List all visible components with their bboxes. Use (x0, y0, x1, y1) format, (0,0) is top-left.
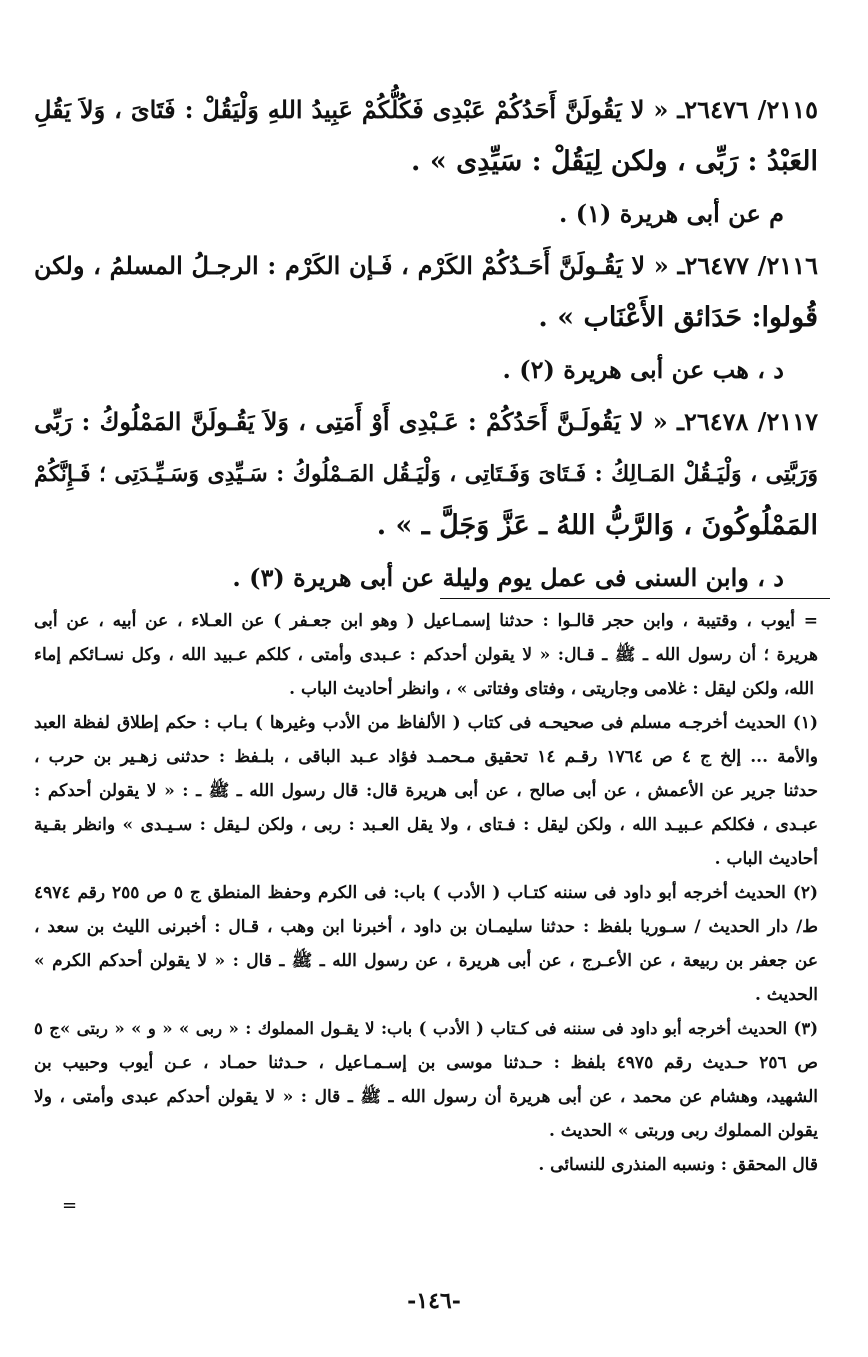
footnote-line: هريرة ؛ أن رسول الله ـ ﷺ ـ قـال: « لا يقولن أحدكم : عـبدى وأمتى ، كلكم عـبيد الله ، وكل نسـائكم إماء (34, 645, 818, 665)
footnote-line: الله، ولكن ليقل : غلامى وجاريتى ، وفتاى وفتاتى » ، وانظر أحاديث الباب . (289, 679, 814, 699)
page-number: -١٤٦- (407, 1288, 461, 1314)
hadith-2115-source: م عن أبى هريرة (١) . (559, 199, 784, 228)
hadith-2115-line-1: ٢١١٥/ ٢٦٤٧٦ـ « لا يَقُولَنَّ أَحَدُكُمْ عَبْدِى فَكُلُّكُمْ عَبِيدُ اللهِ وَلْيَقُلْ : فَتَاىَ ، وَلاَ يَقُلِ (34, 95, 818, 124)
footnote-1 (34, 706, 818, 876)
footnote-line: ط/ دار الحديث / سـوريا بلفظ : حدثنا سليمـان بن داود ، أخبرنا ابن وهب ، قـال : أخبرنى الليث بن سعد ، (34, 917, 818, 937)
footnote-separator (440, 598, 830, 599)
hadith-2116-line-1: ٢١١٦/ ٢٦٤٧٧ـ « لا يَقُـولَنَّ أَحَـدُكُمْ الكَرْم ، فَـإن الكَرْم : الرجـلُ المسلمُ ، ولكن (34, 251, 818, 280)
footnote-2 (34, 876, 818, 1012)
footnote-line: (٢) الحديث أخرجه أبو داود فى سننه كتـاب ( الأدب ) باب: فى الكرم وحفظ المنطق ج ٥ ص ٢٥٥ رقم ٤٩٧٤ (34, 883, 818, 903)
footnotes (34, 604, 818, 1182)
footnote-line: عبـدى ، فكلكم عـبيـد الله ، ولكن ليقل : فـتاى ، ولا يقل العـبد : ربى ، ولكن لـيقل : سـيـدى » وانظر بقـية (34, 815, 818, 835)
footnote-line: حدثنا جرير عن الأعمش ، عن أبى صالح ، عن أبى هريرة قال: قال رسول الله ـ ﷺ ـ : « لا يقولن أحدكم : (34, 781, 818, 801)
hadith-2115-line-2: العَبْدُ : رَبِّى ، ولكن لِيَقُلْ : سَيِّدِى » . (411, 146, 818, 177)
footnote-3 (34, 1012, 818, 1182)
hadith-2117-line-3: المَمْلُوكُونَ ، وَالرَّبُّ اللهُ ـ عَزَّ وَجَلَّ ـ » . (376, 510, 818, 541)
hadith-2117-line-2: وَرَبَّتِى ، وَلْيَـقُلْ المَـالِكُ : فَـتَاىَ وَفَـتَاتِى ، وَلْيَـقُل المَـمْلُوكُ : سَـيِّدِى وَسَـيِّـدَتِى ؛ فَـإِنَّكُمْ (34, 461, 818, 487)
footnote-line: قال المحقق : ونسبه المنذرى للنسائى . (538, 1155, 818, 1175)
hadith-section (34, 84, 818, 604)
footnote-line: عن جعفر بن ربيعة ، عن الأعـرج ، عن أبى هريرة ، عن رسول الله ـ ﷺ ـ قال : « لا يقولن أحدكم الكرم » (34, 951, 818, 971)
footnote-line: أحاديث الباب . (714, 849, 818, 869)
hadith-2116 (34, 240, 818, 396)
footnote-line: الشهيد، وهشام عن محمد ، عن أبى هريرة أن رسول الله ـ ﷺ ـ قال : « لا يقولن أحدكم عبدى وأمتى ، ولا (34, 1087, 818, 1107)
footnote-line: يقولن المملوك ربى وربتى » الحديث . (548, 1121, 818, 1141)
hadith-2115 (34, 84, 818, 240)
hadith-2117-source: د ، وابن السنى فى عمل يوم وليلة عن أبى هريرة (٣) . (232, 563, 784, 592)
footnote-line: = أيوب ، وقتيبة ، وابن حجر قالـوا : حدثنا إسمـاعيل ( وهو ابن جعـفر ) عن العـلاء ، عن أبيه ، عن أبى (34, 611, 818, 631)
footnote-line: والأمة ... إلخ ج ٤ ص ١٧٦٤ رقـم ١٤ تحقيق مـحمـد فؤاد عـبد الباقى ، بلـفظ : حدثنى زهـير بن حرب ، (34, 747, 819, 767)
footnote-line: (٣) الحديث أخرجه أبو داود فى سننه فى كـتاب ( الأدب ) باب: لا يقـول المملوك : « ربى » « و » « ربتى »ج ٥ (34, 1019, 818, 1038)
hadith-2116-source: د ، هب عن أبى هريرة (٢) . (502, 355, 784, 384)
footnote-continuation (34, 604, 818, 706)
stray-mark: = (62, 1195, 78, 1216)
footnote-line: (١) الحديث أخرجـه مسلم فى صحيحـه فى كتاب ( الألفاظ من الأدب وغيرها ) بـاب : حكم إطلاق لفظة العبد (34, 713, 818, 733)
hadith-2117 (34, 396, 818, 604)
footnote-line: الحديث . (754, 985, 818, 1005)
hadith-2116-line-2: قُولوا: حَدَائق الأَعْنَاب » . (538, 302, 818, 333)
hadith-2117-line-1: ٢١١٧/ ٢٦٤٧٨ـ « لا يَقُولَـنَّ أَحَدُكُمْ : عَـبْدِى أَوْ أَمَتِى ، وَلاَ يَقُـولَنَّ المَمْلُوكُ : رَبِّى (34, 407, 818, 436)
footnote-line: ص ٢٥٦ حـديث رقم ٤٩٧٥ بلفظ : حـدثنا موسى بن إسـمـاعيل ، حـدثنا حمـاد ، عـن أيوب وحبيب بن (34, 1053, 818, 1073)
